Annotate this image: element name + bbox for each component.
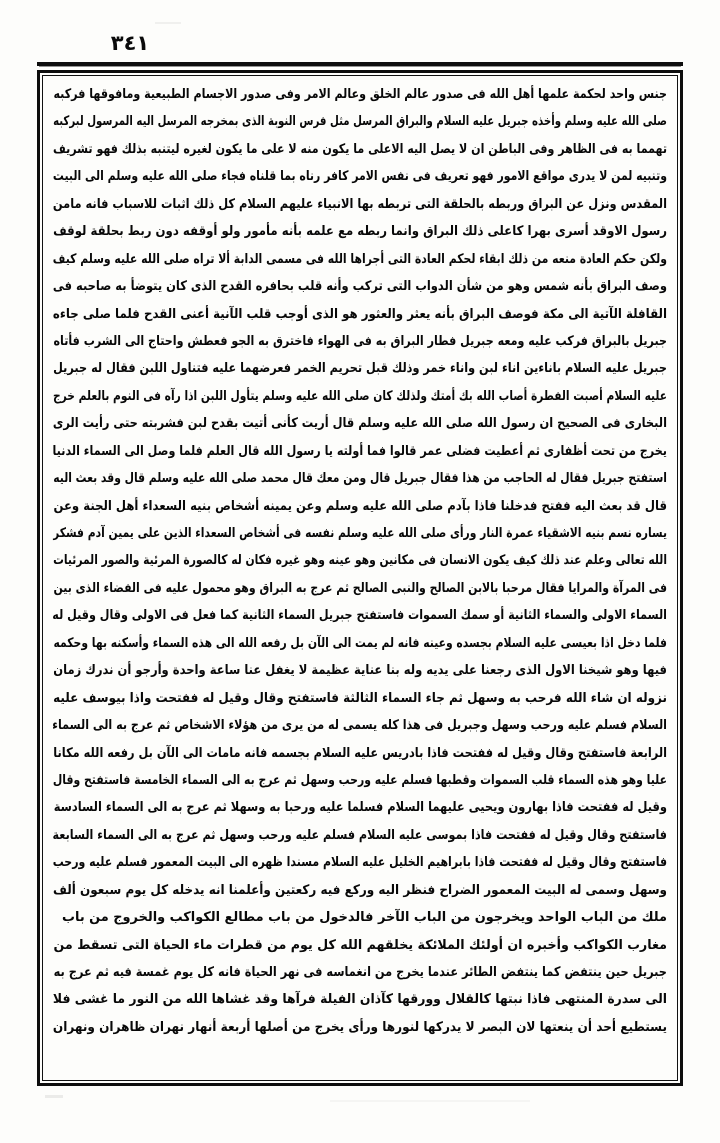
text-line: البخارى فى الصحيح ان رسول الله صلى الله عليه وسلم قال أريت كأنى أتيت بقدح لبن فشربته حتى رأيت الرى	[52, 416, 667, 432]
text-line: السماء الاولى والسماء الثانية أو سمك السموات فاستفتح جبريل السماء الثانية كما فعل فى الاولى وقال وقيل له	[52, 608, 667, 624]
text-line: جبريل بالبراق فركب عليه ومعه جبريل فطار البراق به فى الهواء فاخترق به الجو فعطش واحتاج الى الشرب فأتاه	[53, 333, 667, 349]
text-line: رسول الاوقد أسرى بهرا كاعلى ذلك البراق وانما ربطه مع علمه بأنه مأمور ولو أوقفه دون ربط بحلقة لوقف	[53, 224, 667, 240]
text-line: فى المرآة والمرايا فقال مرحبا بالابن الصالح والنبى الصالح ثم عرج به البراق وهو محمول عليه فى الفضاء الذى بين	[53, 580, 667, 596]
text-line: استفتح جبريل فقال له الحاجب من هذا فقال جبريل قال ومن معك قال محمد صلى الله عليه وسلم قال وقد بعث اليه	[53, 471, 667, 487]
page-number: ٣٤١	[110, 31, 150, 55]
text-line: جبريل عليه السلام باناءين اناء لبن واناء خمر وذلك قبل تحريم الخمر فعرضهما عليه فتناول اللبن فقال له جبريل	[53, 361, 667, 377]
text-line: وقيل له ففتحت فاذا بهارون ويحيى عليهما السلام فسلما عليه ورحبا به وسهلا ثم عرج به الى السماء السادسة	[53, 800, 667, 816]
body-text-block	[53, 81, 667, 1076]
text-line: عليه السلام أصبت الفطرة أصاب الله بك أمتك ولذلك كان صلى الله عليه وسلم يتأول اللبن اذا رآه فى النوم بالعلم خرج	[53, 388, 667, 404]
text-line: وصف البراق بأنه شمس وهو من شأن الدواب التى تركب وأنه قلب بحافره القدح الذى كان يتوضأ به صاحبه فى	[52, 279, 667, 295]
text-line: فلما دخل اذا بعيسى عليه السلام بجسده وعينه فانه لم يمت الى الآن بل رفعه الله الى هذه السماء وأسكنه بها وحكمه	[53, 635, 667, 651]
text-line: صلى الله عليه وسلم وأخذه جبريل عليه السلام والبراق المرسل مثل فرس النوبة الذى بمخرجه المرسل اليه المرسول لبركبه	[53, 114, 667, 130]
plate-smudge	[330, 1100, 530, 1102]
text-line: تهمما به فى الظاهر وفى الباطن ان لا يصل اليه الاعلى ما يكون منه لا على ما يكون لغيره ليتنبه بذلك فهو تشريف	[52, 141, 667, 157]
text-line: فاستفتح وقال وقيل له ففتحت فاذا بموسى عليه السلام فسلم عليه ورحب وسهل ثم عرج به الى السماء السابعة	[52, 827, 667, 843]
text-line: وتنبيه لمن لا يدرى مواقع الامور فهو تعريف فى نفس الامر كافر رناه بما قلناه فجاء صلى الله عليه وسلم الى البيت	[53, 169, 667, 185]
text-line: الرابعة فاستفتح وقال وقيل له ففتحت فاذا بادريس عليه السلام بجسمه فانه مامات الى الآن بل رفعه الله مكانا	[53, 745, 667, 761]
text-line: السلام فسلم عليه ورحب وسهل وجبريل فى هذا كله يسمى له من يرى من هؤلاء الاشخاص ثم عرج به الى السماء	[52, 718, 667, 734]
text-line: الى سدرة المنتهى فاذا نبتها كالقلال وورقها كآذان الفيلة فرآها وقد غشاها الله من النور ما غشى فلا	[52, 992, 667, 1008]
text-line: عليا وهو هذه السماء قلب السموات وقطبها فسلم عليه ورحب وسهل ثم عرج به الى السماء الخامسة فاستفتح وقال	[52, 772, 667, 788]
text-line: فيها وهو شيخنا الاول الذى رجعنا على يديه وله بنا عناية عظيمة لا يغفل عنا ساعة واحدة وأرجو أن ندرك زمان	[53, 663, 667, 679]
text-line: قال قد بعث اليه ففتح فدخلنا فاذا بآدم صلى الله عليه وسلم وعن يمينه أشخاص بنيه السعداء أهل الجنة وعن	[53, 498, 667, 514]
text-line: جبريل حين ينتفض كما ينتفض الطائر عندما يخرج من انغماسه فى نهر الحياة فانه كل يوم غمسة فيه ثم عرج به	[53, 965, 667, 980]
text-line: فاستفتح وقال وقيل له ففتحت فاذا بابراهيم الخليل عليه السلام مسندا ظهره الى البيت المعمور فسلم عليه ورحب	[52, 855, 667, 871]
text-frame-border	[37, 70, 683, 1086]
text-line: القافلة الآتية الى مكة فوصف البراق بأنه يعثر والعثور هو الذى أوجب قلب الآنية أعنى القدح فلما صلى جاءه	[52, 306, 667, 322]
plate-smudge	[45, 1095, 63, 1098]
text-frame-inner-border	[42, 75, 678, 1081]
header-rule	[37, 62, 683, 66]
text-line: يساره نسم بنيه الاشقياء عمرة النار ورأى صلى الله عليه وسلم نفسه فى أشخاص السعداء الذين على يمين آدم فشكر	[53, 526, 667, 541]
plate-smudge	[155, 22, 181, 24]
text-line: ولكن حكم العادة منعه من ذلك ابقاء لحكم العادة التى أجراها الله فى مسمى الدابة ألا تراه صلى الله عليه وسلم كيف	[52, 251, 667, 267]
text-line: يستطيع أحد أن ينعتها لان البصر لا يدركها لنورها ورأى يخرج من أصلها أربعة أنهار نهران ظاهران ونهران	[53, 1019, 667, 1035]
text-line: نزوله ان شاء الله فرحب به وسهل ثم جاء السماء الثالثة فاستفتح وقال وقيل له ففتحت واذا بيوسف عليه	[53, 690, 667, 706]
text-line: ملك من الباب الواحد ويخرجون من الباب الآخر فالدخول من باب مطالع الكواكب والخروج من باب	[62, 910, 667, 926]
text-line: المقدس ونزل عن البراق وربطه بالحلقة التى تربطه بها الانبياء عليهم السلام كل ذلك اثبات للاسباب فانه مامن	[52, 196, 667, 212]
text-line: يخرج من تحت أظفارى ثم أعطيت فضلى عمر قالوا فما أولته يا رسول الله قال العلم فلما وصل الى السماء الدنيا	[52, 443, 667, 459]
text-line: مغارب الكواكب وأخبره ان أولئك الملائكة يخلقهم الله كل يوم من قطرات ماء الحياة التى تسقط من	[53, 937, 667, 953]
text-line: الله تعالى وعلم عند ذلك كيف يكون الانسان فى مكانين وهو عينه وهو غيره فكان له كالصورة المرئية والصور المرئيات	[53, 553, 667, 569]
folio-header	[0, 30, 720, 66]
text-line: جنس واحد لحكمة علمها أهل الله فى صدور عالم الخلق وعالم الامر وفى صدور الاجسام الطبيعية ومافوقها فركبه	[53, 87, 667, 102]
text-line: وسهل وسمى له البيت المعمور الضراح فنظر اليه وركع فيه ركعتين وأعلمنا انه يدخله كل يوم سبعون ألف	[53, 882, 667, 898]
